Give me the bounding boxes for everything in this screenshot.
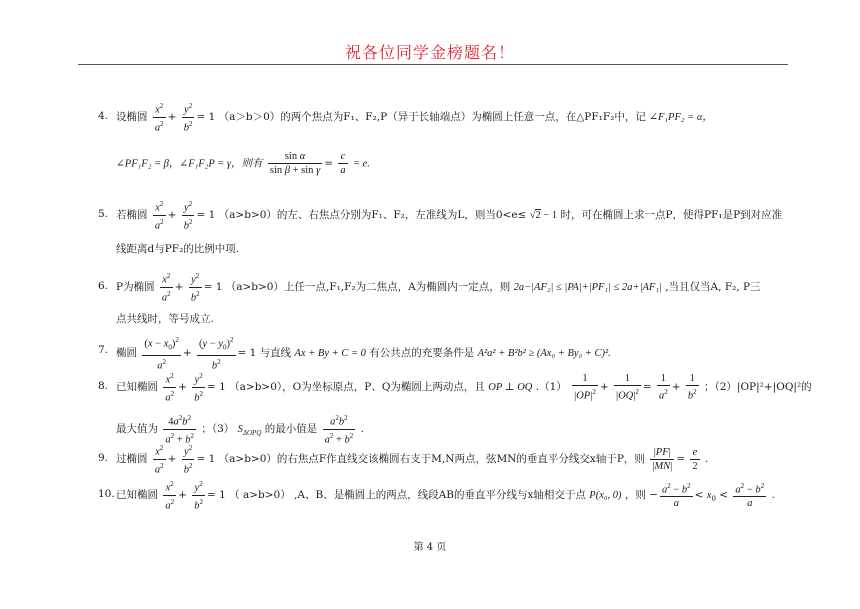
item-6-line1: P为椭圆 $\frac{x^2}{a^2}$ + $\frac{y^2}{b^2}$ = 1 （a>b>0）上任一点,F₁,F₂为二焦点，A为椭圆内一定点，则 2a−|AF₂| ≤ |PA|+|PF₁| ≤ 2a+|AF₁| ,当且仅当A, F₂, P三 [116, 272, 761, 303]
item-7-line1: 椭圆 $\frac{(x - x_0)^2}{a^2}$ + $\frac{(y - y_0)^2}{b^2}$ = 1 与直线 Ax + By + C = 0 有公共点的充要条件是 A²a² + B²b² ≥ (Ax₀ + By₀ + C)². [116, 336, 611, 372]
area-subscript: ΔOPQ [242, 429, 262, 438]
item-7-text-3: 有公共点的充要条件是 [369, 347, 475, 360]
ellipse-fraction-y: $\frac{y^2}{b^2}$ [194, 480, 203, 511]
item-8-min-label: 的最小值是 [264, 423, 318, 435]
ellipse-fraction-x: $\frac{x^2}{a^2}$ [154, 200, 164, 231]
item-8-number: 8. [98, 380, 109, 392]
inverse-b2-fraction: $\frac{1}{b^2}$ [687, 372, 697, 402]
item-6-text-3: ,当且仅当A, F₂, P三 [665, 281, 761, 293]
sqrt2-minus-1: √2 − 1 [529, 210, 558, 221]
item-10-line1: 已知椭圆 $\frac{x^2}{a^2}$ + $\frac{y^2}{b^2}$ = 1 （ a>b>0） ,A、B、是椭圆上的两点，线段AB的垂直平分线与x轴相交于点 P(x₀, 0) ，则 − $\frac{a^2 - b^2}{a}$ < $x_0$ < $\frac{a^2 - b^2}{a}$ . [116, 480, 775, 511]
sine-ratio-fraction: $\frac{\text{sin α}}{\text{sin β + sin γ}}$ [269, 151, 321, 176]
item-7-text: 椭圆 [116, 347, 137, 360]
ellipse-fraction-x: $\frac{x^2}{a^2}$ [165, 480, 175, 511]
shifted-x-fraction: $\frac{(x - x_0)^2}{a^2}$ [144, 336, 179, 372]
item-4-text-2: （a＞b＞0）的两个焦点为F₁、F₂,P（异于长轴端点）为椭圆上任意一点，在△PF₁F₂中，记 [218, 111, 646, 123]
item-8-text-2: （a>b>0），O为坐标原点，P、Q为椭圆上两动点，且 [229, 381, 485, 393]
item-8-line1: 已知椭圆 $\frac{x^2}{a^2}$ + $\frac{y^2}{b^2}$ = 1 （a>b>0），O为坐标原点，P、Q为椭圆上两动点，且 OP ⊥ OQ .（1） $\frac{1}{|OP|^2}$ + $\frac{1}{|OQ|^2}$ = $\frac{1}{a^2}$ + $\frac{1}{b^2}$ ；（2）|OP|²+|OQ|²的 [116, 372, 812, 403]
shifted-y-fraction: $\frac{(y - y_0)^2}{b^2}$ [199, 336, 234, 372]
item-4-number: 4. [98, 110, 109, 122]
item-8-period: . [360, 423, 364, 435]
item-6-line2: 点共线时，等号成立. [116, 313, 214, 325]
ellipse-fraction-x: $\frac{x^2}{a^2}$ [154, 444, 164, 475]
item-8-text-5: ；（3） [201, 423, 235, 435]
item-5-number: 5. [98, 208, 109, 220]
item-8-text-4: ；（2）|OP|²+|OQ|²的 [703, 381, 812, 393]
item-5-text-2: （a>b>0）的左、右焦点分别为F₁、F₂，左准线为L，则当0<e≤ [218, 209, 527, 221]
item-8-text: 已知椭圆 [116, 381, 158, 393]
item-6-inequality: 2a−|AF₂| ≤ |PA|+|PF₁| ≤ 2a+|AF₁| [513, 282, 662, 293]
item-7-number: 7. [98, 344, 109, 356]
lower-bound-fraction: $\frac{a^2 - b^2}{a}$ [661, 481, 691, 510]
ellipse-fraction-y: $\frac{y^2}{b^2}$ [190, 272, 200, 303]
upper-bound-fraction: $\frac{a^2 - b^2}{a}$ [735, 481, 765, 510]
pf-over-mn-fraction: $\frac{|PF|}{|MN|}$ [652, 446, 673, 472]
min-area-fraction: $\frac{a^2b^2}{a^2 + b^2}$ [324, 414, 354, 445]
item-7-line-equation: Ax + By + C = 0 [294, 348, 366, 360]
item-10-period: . [771, 489, 775, 501]
ellipse-fraction-y: $\frac{y^2}{b^2}$ [194, 372, 203, 403]
item-10-text-2: （ a>b>0） ,A、B、是椭圆上的两点，线段AB的垂直平分线与x轴相交于点 [229, 489, 586, 501]
e-over-2-fraction: $\frac{e}{2}$ [692, 446, 698, 472]
item-4-eccentricity: = e. [352, 158, 370, 170]
item-5-text-3: 时，可在椭圆上求一点P，使得PF₁是P到对应准 [560, 209, 783, 221]
c-over-a-fraction: $\frac{c}{a}$ [340, 151, 346, 176]
ellipse-fraction-y: $\frac{y^2}{b^2}$ [183, 200, 193, 231]
item-6-text: P为椭圆 [116, 281, 155, 293]
item-4-line2: ∠PF₁F₂ = β，∠F₁F₂P = γ，则有 $\frac{\text{sin α}}{\text{sin β + sin γ}}$ = $\frac{c}{a}$ = e. [116, 151, 370, 176]
item-9-text: 过椭圆 [116, 453, 148, 465]
item-7-text-2: 与直线 [259, 347, 292, 360]
ellipse-fraction-y: $\frac{y^2}{b^2}$ [183, 444, 193, 475]
item-6-text-2: （a>b>0）上任一点,F₁,F₂为二焦点，A为椭圆内一定点，则 [225, 281, 511, 293]
page-number: 第 4 页 [413, 542, 447, 553]
item-9-period: . [704, 453, 709, 465]
ellipse-fraction-x: $\frac{x^2}{a^2}$ [165, 372, 175, 403]
ellipse-fraction-y: $\frac{y^2}{b^2}$ [183, 102, 193, 133]
item-4-angle-alpha: ∠F₁PF₂ = α， [649, 112, 713, 123]
item-7-condition: A²a² + B²b² ≥ (Ax₀ + By₀ + C)². [477, 348, 611, 360]
header-rule [78, 64, 788, 65]
item-9-line1: 过椭圆 $\frac{x^2}{a^2}$ + $\frac{y^2}{b^2}$ = 1 （a>b>0）的右焦点F作直线交该椭圆右支于M,N两点，弦MN的垂直平分线交x轴于P，则 $\frac{|PF|}{|MN|}$ = $\frac{e}{2}$ . [116, 444, 709, 475]
inverse-op-fraction: $\frac{1}{|OP|^2}$ [574, 372, 596, 402]
item-5-line1: 若椭圆 $\frac{x^2}{a^2}$ + $\frac{y^2}{b^2}$ = 1 （a>b>0）的左、右焦点分别为F₁、F₂，左准线为L，则当0<e≤ √2 − 1 时，可在椭圆上求一点P，使得PF₁是P到对应准 [116, 200, 783, 231]
item-10-point-p: P(x₀, 0) [589, 490, 622, 501]
page-header-title: 祝各位同学金榜题名！ [344, 43, 515, 62]
item-6-number: 6. [98, 280, 109, 292]
inverse-oq-fraction: $\frac{1}{|OQ|^2}$ [615, 372, 639, 402]
item-9-number: 9. [98, 452, 109, 464]
max-value-fraction: $\frac{4a^2b^2}{a^2 + b^2}$ [165, 414, 195, 445]
item-10-text-3: ，则 [624, 489, 646, 501]
item-10-number: 10. [98, 488, 115, 500]
item-8-perpendicular: OP ⊥ OQ [488, 382, 533, 393]
item-4-text: 设椭圆 [116, 111, 148, 123]
area-symbol: S [237, 424, 243, 435]
item-4-angles: ∠PF₁F₂ = β，∠F₁F₂P = γ，则有 [116, 158, 263, 170]
item-8-line2 [116, 412, 364, 446]
inverse-a2-fraction: $\frac{1}{a^2}$ [659, 372, 668, 402]
ellipse-fraction-x: $\frac{x^2}{a^2}$ [161, 272, 171, 303]
item-5-line2: 线距离d与PF₂的比例中项. [116, 243, 240, 255]
item-8-max-label: 最大值为 [116, 423, 158, 435]
item-9-text-2: （a>b>0）的右焦点F作直线交该椭圆右支于M,N两点，弦MN的垂直平分线交x轴于P，则 [218, 453, 645, 465]
item-10-text: 已知椭圆 [116, 489, 158, 501]
item-8-text-3: .（1） [535, 381, 567, 393]
item-4-line1: 设椭圆 $\frac{x^2}{a^2}$ + $\frac{y^2}{b^2}$ = 1 （a＞b＞0）的两个焦点为F₁、F₂,P（异于长轴端点）为椭圆上任意一点，在△PF₁F₂中，记 ∠F₁PF₂ = α， [116, 102, 713, 133]
item-5-text: 若椭圆 [116, 209, 148, 221]
ellipse-fraction-x: $\frac{x^2}{a^2}$ [154, 102, 164, 133]
